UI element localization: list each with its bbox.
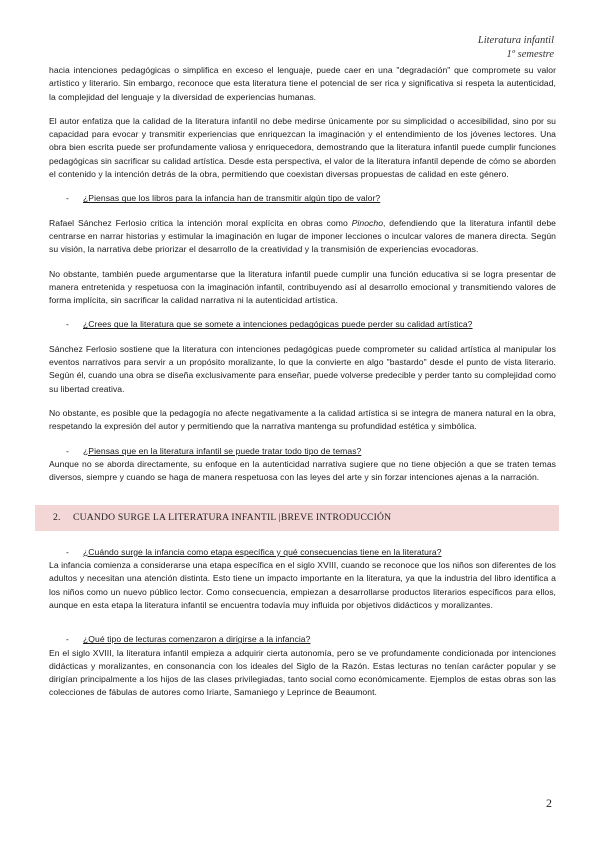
paragraph: Rafael Sánchez Ferlosio critica la intención moral explícita en obras como Pinocho, defendiendo que la literatura infantil debe centrarse en narrar historias y estimular la imaginación en lugar de imponer lecciones o inculcar valores de manera directa. Según su visión, la narrativa debe priorizar el desarrollo de la creatividad y la transmisión de experiencias evocadoras. [49, 217, 556, 255]
question-heading: ¿Piensas que en la literatura infantil se puede tratar todo tipo de temas? [83, 445, 362, 456]
running-header [478, 34, 554, 62]
paragraph: La infancia comienza a considerarse una etapa específica en el siglo XVIII, cuando se reconoce que los niños son diferentes de los adultos y necesitan una atención distinta. Esto tiene un impacto importante en la literatura, ya que la industria del libro identifica a los niños como un nuevo público lector. Como consecuencia, empiezan a desarrollarse productos literarios específicos para ellos, aunque en esta etapa la literatura infantil se encuentra todavía muy influida por objetivos didácticos y moralizantes. [49, 560, 556, 610]
question-heading: ¿Crees que la literatura que se somete a intenciones pedagógicas puede perder su calidad artística? [83, 319, 473, 330]
list-dash: - [66, 445, 69, 456]
paragraph: No obstante, también puede argumentarse que la literatura infantil puede cumplir una función educativa si se logra presentar de manera entretenida y respetuosa con la imaginación infantil, contribuyendo así al desarrollo emocional y transmitiendo valores de forma implícita, sin sacrificar la calidad narrativa ni la autenticidad artística. [49, 268, 556, 306]
question-heading: ¿Qué tipo de lecturas comenzaron a dirigirse a la infancia? [83, 634, 311, 645]
question-heading: ¿Piensas que los libros para la infancia han de transmitir algún tipo de valor? [83, 193, 381, 204]
question-item [49, 318, 556, 331]
question-heading: ¿Cuándo surge la infancia como etapa específica y qué consecuencias tiene en la literatura? [83, 546, 442, 557]
question-item [49, 546, 556, 559]
paragraph: hacia intenciones pedagógicas o simplifica en exceso el lenguaje, puede caer en una "degradación" que compromete su valor artístico y literario. Sin embargo, reconoce que esta literatura tiene el potencial de ser rica y significativa si respeta la autenticidad, la complejidad del lenguaje y la diversidad de experiencias humanas. [49, 65, 556, 102]
list-dash: - [66, 193, 69, 204]
page-number: 2 [546, 796, 552, 810]
section-number: 2. [53, 512, 61, 524]
paragraph: No obstante, es posible que la pedagogía no afecte negativamente a la calidad artística si se integra de manera natural en la obra, respetando la expresión del autor y permitiendo que la narrativa mantenga su profundidad estética y simbólica. [49, 407, 556, 432]
list-dash: - [66, 546, 69, 557]
list-dash: - [66, 634, 69, 645]
paragraph: Sánchez Ferlosio sostiene que la literatura con intenciones pedagógicas puede comprometer su calidad artística al manipular los eventos narrativos para servir a un propósito moralizante, lo que la convierte en algo "bastardo" desde el punto de vista literario. Según él, cuando una obra se diseña exclusivamente para enseñar, puede volverse predecible y perder tanto su complejidad como su libertad creativa. [49, 343, 556, 394]
paragraph: Aunque no se aborda directamente, su enfoque en la autenticidad narrativa sugiere que no tiene objeción a que se traten temas diversos, siempre y cuando se haga de manera respetuosa con las leyes del arte y sin forzar intenciones ajenas a la narración. [49, 458, 556, 483]
section-heading [35, 505, 559, 530]
section-title: CUANDO SURGE LA LITERATURA INFANTIL |BREVE INTRODUCCIÓN [73, 512, 392, 524]
question-item [49, 445, 556, 458]
paragraph: El autor enfatiza que la calidad de la literatura infantil no debe medirse únicamente por su simplicidad o accesibilidad, sino por su capacidad para evocar y transmitir experiencias que enriquezcan la imaginación y el entendimiento de los jóvenes lectores. Una obra bien escrita puede ser profundamente valiosa y enriquecedora, demostrando que la literatura infantil puede cumplir funciones pedagógicas sin sacrificar su calidad artística. Desde esta perspectiva, el valor de la literatura infantil depende de cómo se aborden el contenido y la intención detrás de la obra, permitiendo que coexistan diversas propuestas de calidad en este género. [49, 115, 556, 180]
header-course: Literatura infantil [477, 35, 554, 46]
question-item [49, 192, 556, 205]
paragraph: En el siglo XVIII, la literatura infantil empieza a adquirir cierta autonomía, pero se ve profundamente condicionada por intenciones didácticas y moralizantes, en consonancia con los ideales del Siglo de la Razón. Estas lecturas no tenían carácter popular y se dirigían principalmente a los hijos de las clases privilegiadas, tanto social como económicamente. Ejemplos de estas obras son las colecciones de fábulas de autores como Iriarte, Samaniego y Leprince de Beaumont. [49, 647, 556, 698]
book-title: Pinocho [351, 217, 384, 228]
list-dash: - [66, 319, 69, 330]
header-semester: 1º semestre [506, 49, 554, 60]
page-body [49, 64, 556, 700]
question-item [49, 633, 556, 646]
